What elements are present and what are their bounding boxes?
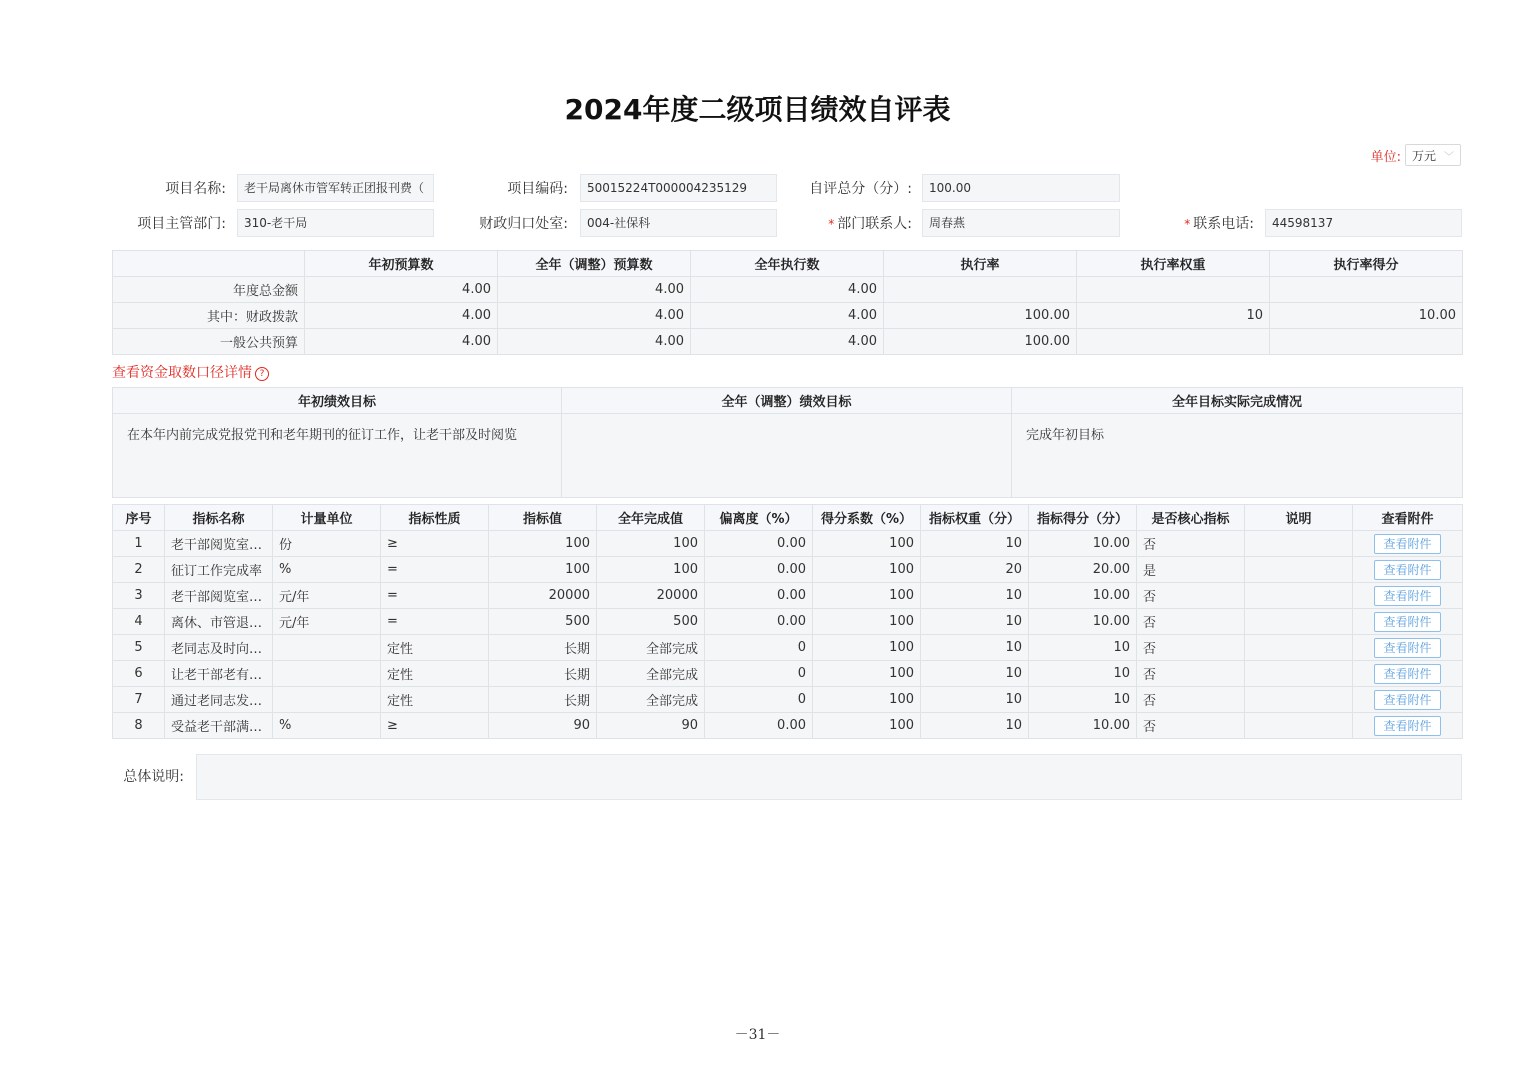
indicator-cell: = bbox=[381, 583, 489, 609]
budget-cell: 4.00 bbox=[691, 277, 884, 303]
indicator-header: 指标名称 bbox=[165, 505, 273, 531]
table-row bbox=[113, 531, 1463, 557]
goals-header: 年初绩效目标 bbox=[113, 388, 562, 414]
indicator-cell: 定性 bbox=[381, 687, 489, 713]
attachment-cell bbox=[1353, 557, 1463, 583]
initial-goal: 在本年内前完成党报党刊和老年期刊的征订工作，让老干部及时阅览 bbox=[113, 414, 562, 498]
indicators-table bbox=[112, 504, 1463, 739]
view-attachment-button[interactable]: 查看附件 bbox=[1374, 716, 1440, 736]
budget-row-label: 一般公共预算 bbox=[113, 329, 305, 355]
phone-label-wrap bbox=[1140, 209, 1254, 239]
indicator-cell: 受益老干部满… bbox=[165, 713, 273, 739]
indicator-cell bbox=[273, 635, 381, 661]
indicator-cell: 10.00 bbox=[1029, 583, 1137, 609]
indicator-cell: 10 bbox=[921, 583, 1029, 609]
project-code-field[interactable]: 50015224T000004235129 bbox=[580, 174, 777, 202]
view-attachment-button[interactable]: 查看附件 bbox=[1374, 638, 1440, 658]
indicators-header-row bbox=[113, 505, 1463, 531]
indicator-cell: 否 bbox=[1137, 687, 1245, 713]
indicator-header: 指标性质 bbox=[381, 505, 489, 531]
indicator-header: 说明 bbox=[1245, 505, 1353, 531]
summary-input[interactable] bbox=[196, 754, 1462, 800]
indicator-cell: 8 bbox=[113, 713, 165, 739]
budget-cell: 4.00 bbox=[305, 303, 498, 329]
indicator-cell: 否 bbox=[1137, 661, 1245, 687]
table-row bbox=[113, 583, 1463, 609]
budget-row bbox=[113, 303, 1463, 329]
indicator-cell: 10 bbox=[921, 687, 1029, 713]
goals-header-row bbox=[113, 388, 1463, 414]
indicator-cell: 份 bbox=[273, 531, 381, 557]
indicator-cell: 0.00 bbox=[705, 609, 813, 635]
budget-header: 执行率 bbox=[884, 251, 1077, 277]
indicator-cell: 100 bbox=[597, 557, 705, 583]
indicator-cell: 90 bbox=[489, 713, 597, 739]
indicator-cell: 2 bbox=[113, 557, 165, 583]
indicator-cell: 长期 bbox=[489, 661, 597, 687]
budget-cell bbox=[1077, 329, 1270, 355]
view-attachment-button[interactable]: 查看附件 bbox=[1374, 534, 1440, 554]
indicator-cell: 20000 bbox=[489, 583, 597, 609]
project-name-label: 项目名称: bbox=[165, 181, 226, 197]
indicator-header: 是否核心指标 bbox=[1137, 505, 1245, 531]
indicator-header: 计量单位 bbox=[273, 505, 381, 531]
indicator-header: 查看附件 bbox=[1353, 505, 1463, 531]
indicator-cell: 长期 bbox=[489, 687, 597, 713]
page-number: －31－ bbox=[734, 1027, 781, 1043]
indicator-cell: 20000 bbox=[597, 583, 705, 609]
indicator-cell: 100 bbox=[489, 531, 597, 557]
budget-cell: 10 bbox=[1077, 303, 1270, 329]
funding-details-label: 查看资金取数口径详情 bbox=[112, 365, 252, 381]
indicator-header: 指标值 bbox=[489, 505, 597, 531]
table-row bbox=[113, 557, 1463, 583]
unit-value: 万元 bbox=[1412, 148, 1437, 163]
indicator-cell: 0 bbox=[705, 687, 813, 713]
chevron-down-icon: ﹀ bbox=[1444, 151, 1454, 163]
attachment-cell bbox=[1353, 661, 1463, 687]
indicator-cell: 0 bbox=[705, 635, 813, 661]
contact-label: 部门联系人: bbox=[837, 216, 912, 232]
table-row bbox=[113, 713, 1463, 739]
indicator-cell: 1 bbox=[113, 531, 165, 557]
budget-cell: 100.00 bbox=[884, 329, 1077, 355]
indicator-cell bbox=[1245, 635, 1353, 661]
indicator-cell: = bbox=[381, 557, 489, 583]
budget-header: 全年执行数 bbox=[691, 251, 884, 277]
question-circle-icon: ? bbox=[255, 367, 269, 381]
indicator-cell: 90 bbox=[597, 713, 705, 739]
indicator-cell: 10 bbox=[921, 635, 1029, 661]
indicator-header: 序号 bbox=[113, 505, 165, 531]
budget-cell bbox=[884, 277, 1077, 303]
indicator-cell: 10 bbox=[921, 531, 1029, 557]
indicator-cell: 否 bbox=[1137, 583, 1245, 609]
contact-label-wrap bbox=[790, 209, 912, 239]
goals-header: 全年目标实际完成情况 bbox=[1012, 388, 1463, 414]
contact-field[interactable]: 周春燕 bbox=[922, 209, 1120, 237]
phone-label: 联系电话: bbox=[1193, 216, 1254, 232]
budget-cell: 4.00 bbox=[691, 329, 884, 355]
phone-field[interactable]: 44598137 bbox=[1265, 209, 1462, 237]
indicator-cell: 100 bbox=[813, 713, 921, 739]
indicator-cell bbox=[1245, 531, 1353, 557]
indicator-cell: 100 bbox=[813, 557, 921, 583]
form-row-1 bbox=[0, 174, 1515, 204]
budget-row-label: 年度总金额 bbox=[113, 277, 305, 303]
budget-cell: 10.00 bbox=[1270, 303, 1463, 329]
indicator-cell: 10 bbox=[921, 713, 1029, 739]
indicator-cell: 全部完成 bbox=[597, 635, 705, 661]
indicator-cell: 让老干部老有… bbox=[165, 661, 273, 687]
finance-field[interactable]: 004-社保科 bbox=[580, 209, 777, 237]
indicator-header: 得分系数（%） bbox=[813, 505, 921, 531]
indicator-cell: 否 bbox=[1137, 609, 1245, 635]
indicator-cell: 3 bbox=[113, 583, 165, 609]
indicator-cell: 全部完成 bbox=[597, 687, 705, 713]
budget-cell bbox=[1270, 277, 1463, 303]
indicator-cell: 10 bbox=[1029, 635, 1137, 661]
budget-cell: 4.00 bbox=[305, 329, 498, 355]
budget-cell bbox=[1077, 277, 1270, 303]
indicator-cell: 0.00 bbox=[705, 531, 813, 557]
score-field[interactable]: 100.00 bbox=[922, 174, 1120, 202]
budget-cell: 4.00 bbox=[691, 303, 884, 329]
table-row bbox=[113, 609, 1463, 635]
indicator-cell: 0 bbox=[705, 661, 813, 687]
indicator-cell: 老同志及时向… bbox=[165, 635, 273, 661]
indicator-cell: 10.00 bbox=[1029, 609, 1137, 635]
page-title: 2024年度二级项目绩效自评表 bbox=[564, 93, 951, 126]
indicator-cell: 100 bbox=[813, 635, 921, 661]
project-name-field[interactable]: 老干局离休市管军转正团报刊费（ bbox=[237, 174, 434, 202]
indicator-cell: 7 bbox=[113, 687, 165, 713]
attachment-cell bbox=[1353, 583, 1463, 609]
indicator-cell: 10 bbox=[1029, 687, 1137, 713]
score-label: 自评总分（分）: bbox=[809, 181, 912, 197]
goals-header: 全年（调整）绩效目标 bbox=[562, 388, 1012, 414]
indicator-cell: 通过老同志发… bbox=[165, 687, 273, 713]
indicator-cell: 定性 bbox=[381, 635, 489, 661]
budget-cell: 4.00 bbox=[498, 329, 691, 355]
view-attachment-button[interactable]: 查看附件 bbox=[1374, 586, 1440, 606]
dept-field[interactable]: 310-老干局 bbox=[237, 209, 434, 237]
indicator-cell bbox=[1245, 609, 1353, 635]
budget-header bbox=[113, 251, 305, 277]
unit-select[interactable] bbox=[1405, 144, 1461, 166]
indicator-cell: 100 bbox=[813, 687, 921, 713]
indicator-cell bbox=[1245, 687, 1353, 713]
finance-label: 财政归口处室: bbox=[479, 216, 568, 232]
indicator-cell: 20.00 bbox=[1029, 557, 1137, 583]
indicator-cell: = bbox=[381, 609, 489, 635]
actual-completion: 完成年初目标 bbox=[1012, 414, 1463, 498]
indicator-cell: 100 bbox=[813, 583, 921, 609]
attachment-cell bbox=[1353, 687, 1463, 713]
indicator-cell: 10.00 bbox=[1029, 713, 1137, 739]
indicator-cell: 0.00 bbox=[705, 557, 813, 583]
indicator-cell: 100 bbox=[813, 661, 921, 687]
budget-cell: 4.00 bbox=[498, 277, 691, 303]
attachment-cell bbox=[1353, 713, 1463, 739]
attachment-cell bbox=[1353, 609, 1463, 635]
budget-header: 执行率得分 bbox=[1270, 251, 1463, 277]
view-attachment-button[interactable]: 查看附件 bbox=[1374, 612, 1440, 632]
indicator-cell: 4 bbox=[113, 609, 165, 635]
indicator-cell: 10 bbox=[1029, 661, 1137, 687]
indicator-cell: 500 bbox=[597, 609, 705, 635]
budget-header-row bbox=[113, 251, 1463, 277]
view-attachment-button[interactable]: 查看附件 bbox=[1374, 664, 1440, 684]
attachment-cell bbox=[1353, 531, 1463, 557]
indicator-header: 偏离度（%） bbox=[705, 505, 813, 531]
indicator-cell: 否 bbox=[1137, 531, 1245, 557]
budget-header: 执行率权重 bbox=[1077, 251, 1270, 277]
indicator-cell: 征订工作完成率 bbox=[165, 557, 273, 583]
unit-selector bbox=[1371, 144, 1461, 166]
indicator-cell: 老干部阅览室… bbox=[165, 583, 273, 609]
budget-cell: 4.00 bbox=[498, 303, 691, 329]
indicator-cell bbox=[1245, 557, 1353, 583]
indicator-cell: 全部完成 bbox=[597, 661, 705, 687]
dept-label: 项目主管部门: bbox=[137, 216, 226, 232]
budget-table bbox=[112, 250, 1463, 355]
view-attachment-button[interactable]: 查看附件 bbox=[1374, 690, 1440, 710]
attachment-cell bbox=[1353, 635, 1463, 661]
table-row bbox=[113, 687, 1463, 713]
indicator-cell: 元/年 bbox=[273, 609, 381, 635]
indicator-cell bbox=[1245, 713, 1353, 739]
indicator-cell: % bbox=[273, 713, 381, 739]
indicator-cell: 6 bbox=[113, 661, 165, 687]
indicator-cell: 定性 bbox=[381, 661, 489, 687]
indicator-cell: 20 bbox=[921, 557, 1029, 583]
indicator-cell: 500 bbox=[489, 609, 597, 635]
indicator-cell: 10 bbox=[921, 661, 1029, 687]
indicator-header: 指标权重（分） bbox=[921, 505, 1029, 531]
indicator-cell bbox=[273, 661, 381, 687]
funding-details-link[interactable] bbox=[112, 362, 269, 382]
indicator-cell: 5 bbox=[113, 635, 165, 661]
indicator-cell: 0.00 bbox=[705, 713, 813, 739]
indicator-cell: 10.00 bbox=[1029, 531, 1137, 557]
indicator-cell: 100 bbox=[813, 531, 921, 557]
budget-row bbox=[113, 329, 1463, 355]
indicator-cell: 离休、市管退… bbox=[165, 609, 273, 635]
indicator-header: 全年完成值 bbox=[597, 505, 705, 531]
goals-table bbox=[112, 387, 1463, 498]
budget-row-label: 其中：财政拨款 bbox=[113, 303, 305, 329]
indicator-cell: 老干部阅览室… bbox=[165, 531, 273, 557]
indicator-cell bbox=[273, 687, 381, 713]
indicator-cell: ≥ bbox=[381, 713, 489, 739]
indicator-cell: 10 bbox=[921, 609, 1029, 635]
indicator-cell: % bbox=[273, 557, 381, 583]
indicator-cell: 是 bbox=[1137, 557, 1245, 583]
table-row bbox=[113, 661, 1463, 687]
budget-cell: 4.00 bbox=[305, 277, 498, 303]
indicator-cell bbox=[1245, 661, 1353, 687]
budget-header: 年初预算数 bbox=[305, 251, 498, 277]
budget-header: 全年（调整）预算数 bbox=[498, 251, 691, 277]
indicator-cell: 100 bbox=[813, 609, 921, 635]
adjusted-goal bbox=[562, 414, 1012, 498]
indicator-cell: 否 bbox=[1137, 635, 1245, 661]
indicator-cell: 长期 bbox=[489, 635, 597, 661]
required-mark: * bbox=[1184, 217, 1191, 231]
indicator-cell: 100 bbox=[597, 531, 705, 557]
view-attachment-button[interactable]: 查看附件 bbox=[1374, 560, 1440, 580]
form-row-2 bbox=[0, 209, 1515, 239]
table-row bbox=[113, 635, 1463, 661]
budget-row bbox=[113, 277, 1463, 303]
indicator-cell: 100 bbox=[489, 557, 597, 583]
unit-label: 单位: bbox=[1370, 149, 1401, 165]
indicator-cell: 元/年 bbox=[273, 583, 381, 609]
budget-cell: 100.00 bbox=[884, 303, 1077, 329]
indicators-body bbox=[113, 531, 1463, 739]
budget-cell bbox=[1270, 329, 1463, 355]
indicator-cell: 否 bbox=[1137, 713, 1245, 739]
indicator-cell: 0.00 bbox=[705, 583, 813, 609]
indicator-cell: ≥ bbox=[381, 531, 489, 557]
project-code-label: 项目编码: bbox=[507, 181, 568, 197]
goals-row bbox=[113, 414, 1463, 498]
indicator-header: 指标得分（分） bbox=[1029, 505, 1137, 531]
summary-label: 总体说明: bbox=[123, 769, 184, 785]
required-mark: * bbox=[828, 217, 835, 231]
indicator-cell bbox=[1245, 583, 1353, 609]
